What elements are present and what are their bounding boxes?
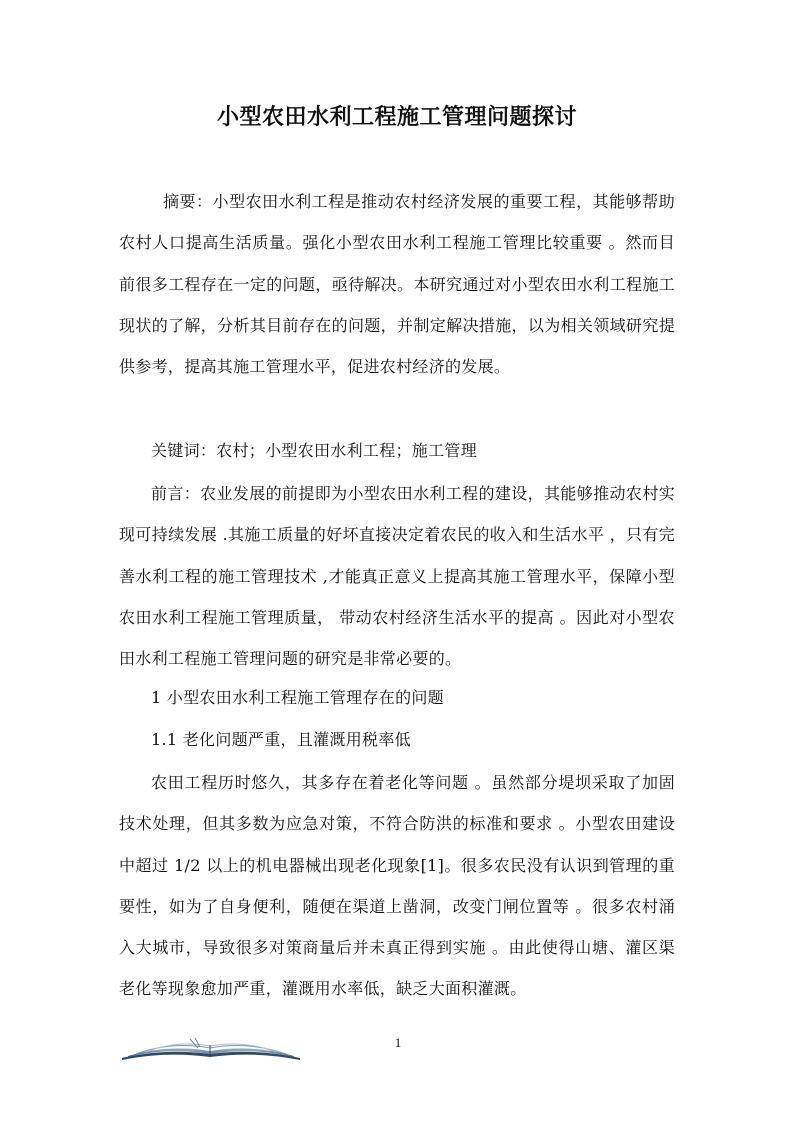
subsection-heading: 1.1 老化问题严重，且灌溉用税率低: [151, 730, 411, 749]
open-book-icon: [120, 1036, 302, 1062]
page-number: 1: [394, 1035, 402, 1050]
body-paragraph: 农田工程历时悠久，其多存在着老化等问题 。虽然部分堤坝采取了加固技术处理，但其多数为应急对策，不符合防洪的标准和要求 。小型农田建设中超过 1/2 以上的机电器械出现老化现象[1]。很多农民没有认识到管理的重要性，如为了自身便利，随便在渠道上凿洞，改变门闸位置等 。很多农村涌入大城市，导致很多对策商量后并未真正得到实施 。由此使得山塘、灌区渠老化等现象愈加严重，灌溉用水率低，缺乏大面积灌溉。: [119, 773, 675, 999]
document-title: 小型农田水利工程施工管理问题探讨: [216, 104, 577, 130]
keywords-line: 关键词：农村；小型农田水利工程；施工管理: [151, 441, 478, 460]
abstract-paragraph: 摘要：小型农田水利工程是推动农村经济发展的重要工程，其能够帮助农村人口提高生活质量。强化小型农田水利工程施工管理比较重要 。然而目前很多工程存在一定的问题，亟待解决。本研究通过对小型农田水利工程施工现状的了解，分析其目前存在的问题，并制定解决措施，以为相关领域研究提供参考，提高其施工管理水平，促进农村经济的发展。: [119, 192, 675, 377]
intro-paragraph: 前言：农业发展的前提即为小型农田水利工程的建设，其能够推动农村实现可持续发展 .其施工质量的好坏直接决定着农民的收入和生活水平 ，只有完善水利工程的施工管理技术 ,才能真正意义上提高其施工管理水平，保障小型农田水利工程施工管理质量， 带动农村经济生活水平的提高 。因此对小型农田水利工程施工管理问题的研究是非常必要的。: [119, 484, 675, 669]
section-heading: 1 小型农田水利工程施工管理存在的问题: [151, 688, 444, 707]
